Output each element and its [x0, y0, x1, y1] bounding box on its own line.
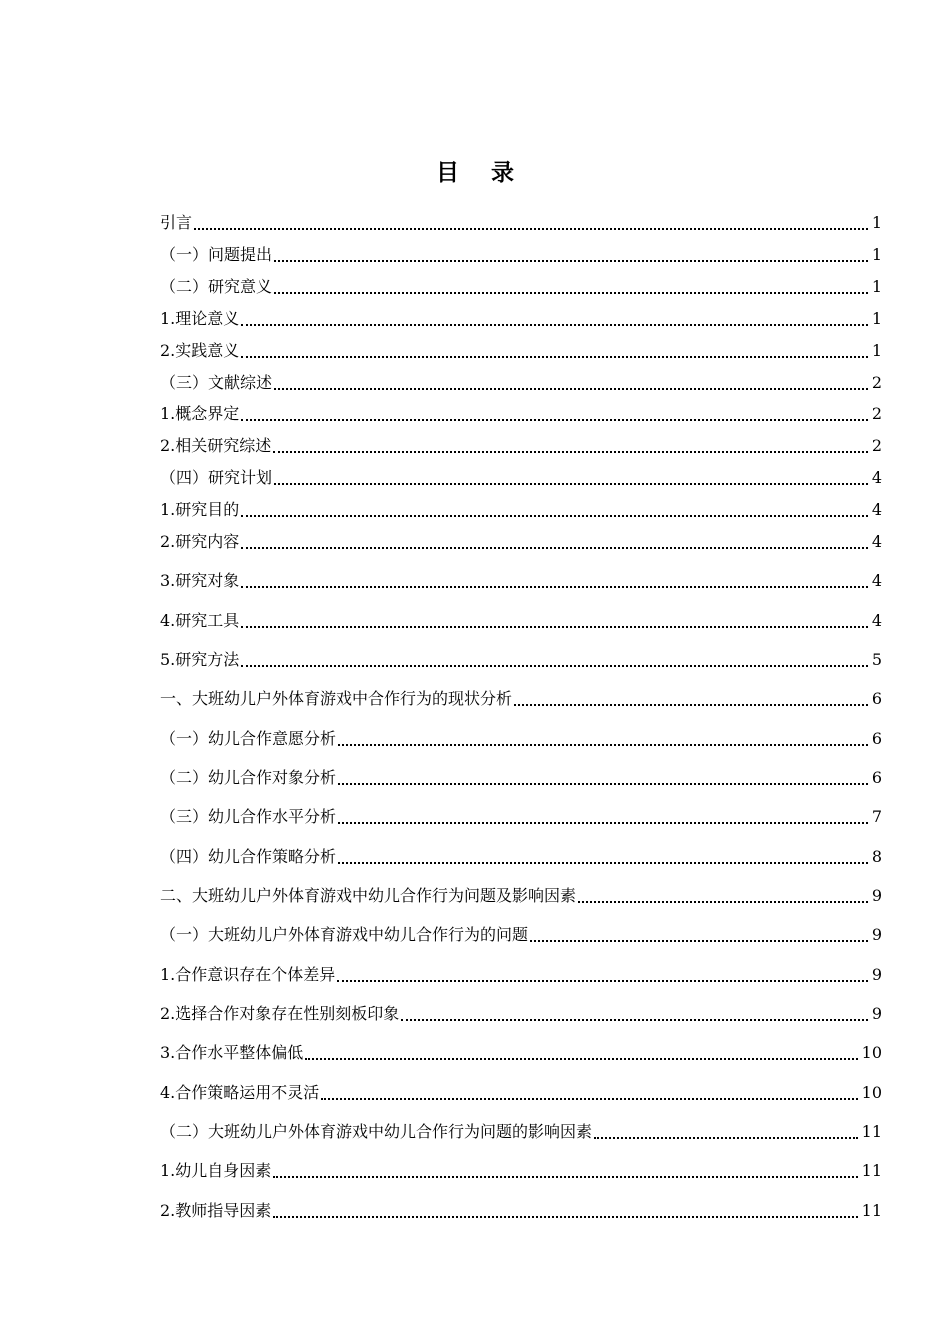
leader-dots	[274, 260, 868, 262]
toc-entry-label: 2.教师指导因素	[160, 1201, 272, 1220]
toc-entry[interactable]	[160, 1082, 882, 1104]
toc-entry-label: （四）幼儿合作策略分析	[160, 847, 337, 866]
toc-entry-page: 9	[871, 886, 882, 905]
leader-dots	[241, 324, 868, 326]
leader-dots	[273, 1176, 857, 1178]
toc-entry[interactable]	[160, 372, 882, 394]
toc-entry-page: 1	[871, 213, 882, 232]
toc-entry-page: 1	[871, 309, 882, 328]
toc-entry-label: 1.幼儿自身因素	[160, 1161, 272, 1180]
leader-dots	[274, 483, 868, 485]
leader-dots	[401, 1019, 868, 1021]
toc-entry[interactable]	[160, 806, 882, 828]
toc-entry[interactable]	[160, 276, 882, 298]
toc-entry-page: 1	[871, 341, 882, 360]
leader-dots	[241, 515, 868, 517]
toc-entry-label: 引言	[160, 213, 193, 232]
toc-entry[interactable]	[160, 688, 882, 710]
toc-entry[interactable]	[160, 767, 882, 789]
toc-entry-label: （一）大班幼儿户外体育游戏中幼儿合作行为的问题	[160, 925, 529, 944]
leader-dots	[241, 356, 868, 358]
leader-dots	[338, 744, 868, 746]
toc-entry-page: 2	[871, 373, 882, 392]
toc-entry-page: 11	[861, 1161, 882, 1180]
toc-entry[interactable]	[160, 308, 882, 330]
toc-entry-label: 一、大班幼儿户外体育游戏中合作行为的现状分析	[160, 689, 513, 708]
toc-entry-label: 1.理论意义	[160, 309, 240, 328]
leader-dots	[241, 665, 868, 667]
leader-dots	[594, 1137, 858, 1139]
toc-entry-label: 2.研究内容	[160, 532, 240, 551]
toc-entry[interactable]	[160, 244, 882, 266]
toc-entry-label: （三）幼儿合作水平分析	[160, 807, 337, 826]
toc-entry-page: 2	[871, 436, 882, 455]
toc-entry-page: 4	[871, 611, 882, 630]
toc-entry[interactable]	[160, 885, 882, 907]
toc-entry[interactable]	[160, 728, 882, 750]
toc-entry-page: 9	[871, 925, 882, 944]
leader-dots	[514, 704, 868, 706]
toc-entry-label: （四）研究计划	[160, 468, 273, 487]
toc-entry-label: 二、大班幼儿户外体育游戏中幼儿合作行为问题及影响因素	[160, 886, 577, 905]
toc-entry[interactable]	[160, 610, 882, 632]
leader-dots	[241, 586, 868, 588]
toc-entry-label: 1.概念界定	[160, 404, 240, 423]
leader-dots	[273, 451, 868, 453]
page-title: 目 录	[435, 160, 526, 186]
toc-entry-label: 2.相关研究综述	[160, 436, 272, 455]
leader-dots	[338, 862, 868, 864]
leader-dots	[194, 228, 868, 230]
toc-entry-page: 8	[871, 847, 882, 866]
toc-entry-label: （三）文献综述	[160, 373, 273, 392]
leader-dots	[273, 1216, 857, 1218]
toc-entry[interactable]	[160, 435, 882, 457]
toc-entry[interactable]	[160, 1200, 882, 1222]
toc-entry-page: 6	[871, 768, 882, 787]
toc-entry-page: 10	[861, 1083, 882, 1102]
toc-entry[interactable]	[160, 964, 882, 986]
toc-entry[interactable]	[160, 1160, 882, 1182]
toc-entry-label: （一）幼儿合作意愿分析	[160, 729, 337, 748]
toc-entry[interactable]	[160, 1003, 882, 1025]
leader-dots	[578, 901, 868, 903]
toc-entry-label: 3.合作水平整体偏低	[160, 1043, 304, 1062]
toc-entry-label: 2.选择合作对象存在性别刻板印象	[160, 1004, 400, 1023]
leader-dots	[274, 292, 868, 294]
toc-entry[interactable]	[160, 1042, 882, 1064]
toc-entry[interactable]	[160, 570, 882, 592]
leader-dots	[338, 822, 868, 824]
toc-entry[interactable]	[160, 649, 882, 671]
toc-entry[interactable]	[160, 846, 882, 868]
toc-entry-label: 2.实践意义	[160, 341, 240, 360]
toc-entry[interactable]	[160, 531, 882, 553]
toc-entry-page: 1	[871, 245, 882, 264]
toc-entry-label: 3.研究对象	[160, 571, 240, 590]
toc-entry[interactable]	[160, 499, 882, 521]
toc-entry-label: （一）问题提出	[160, 245, 273, 264]
toc-entry-page: 5	[871, 650, 882, 669]
toc-entry-page: 7	[871, 807, 882, 826]
toc-entry[interactable]	[160, 212, 882, 234]
toc-entry[interactable]	[160, 467, 882, 489]
toc-entry-label: （二）大班幼儿户外体育游戏中幼儿合作行为问题的影响因素	[160, 1122, 593, 1141]
toc-entry[interactable]	[160, 924, 882, 946]
leader-dots	[241, 547, 868, 549]
toc-entry-label: 1.合作意识存在个体差异	[160, 965, 336, 984]
toc-entry-page: 11	[861, 1201, 882, 1220]
toc-entry-page: 4	[871, 532, 882, 551]
toc-entry-page: 6	[871, 689, 882, 708]
toc-entry-page: 4	[871, 500, 882, 519]
toc-entry-label: 1.研究目的	[160, 500, 240, 519]
toc-entry-label: （二）研究意义	[160, 277, 273, 296]
toc-entry-page: 4	[871, 571, 882, 590]
toc-entry-label: 5.研究方法	[160, 650, 240, 669]
toc-entry[interactable]	[160, 403, 882, 425]
leader-dots	[305, 1058, 857, 1060]
toc-entry-page: 10	[861, 1043, 882, 1062]
toc-entry-page: 9	[871, 1004, 882, 1023]
toc-entry-label: （二）幼儿合作对象分析	[160, 768, 337, 787]
leader-dots	[241, 626, 868, 628]
toc-entry-label: 4.研究工具	[160, 611, 240, 630]
toc-entry-page: 2	[871, 404, 882, 423]
leader-dots	[530, 940, 868, 942]
leader-dots	[338, 783, 868, 785]
toc-entry-page: 6	[871, 729, 882, 748]
leader-dots	[337, 980, 868, 982]
toc-entry-page: 4	[871, 468, 882, 487]
toc-entry[interactable]	[160, 1121, 882, 1143]
leader-dots	[274, 388, 868, 390]
leader-dots	[241, 419, 868, 421]
toc-entry[interactable]	[160, 340, 882, 362]
toc-entry-page: 1	[871, 277, 882, 296]
toc-entry-label: 4.合作策略运用不灵活	[160, 1083, 320, 1102]
toc-entry-page: 11	[861, 1122, 882, 1141]
toc-entry-page: 9	[871, 965, 882, 984]
leader-dots	[321, 1098, 857, 1100]
